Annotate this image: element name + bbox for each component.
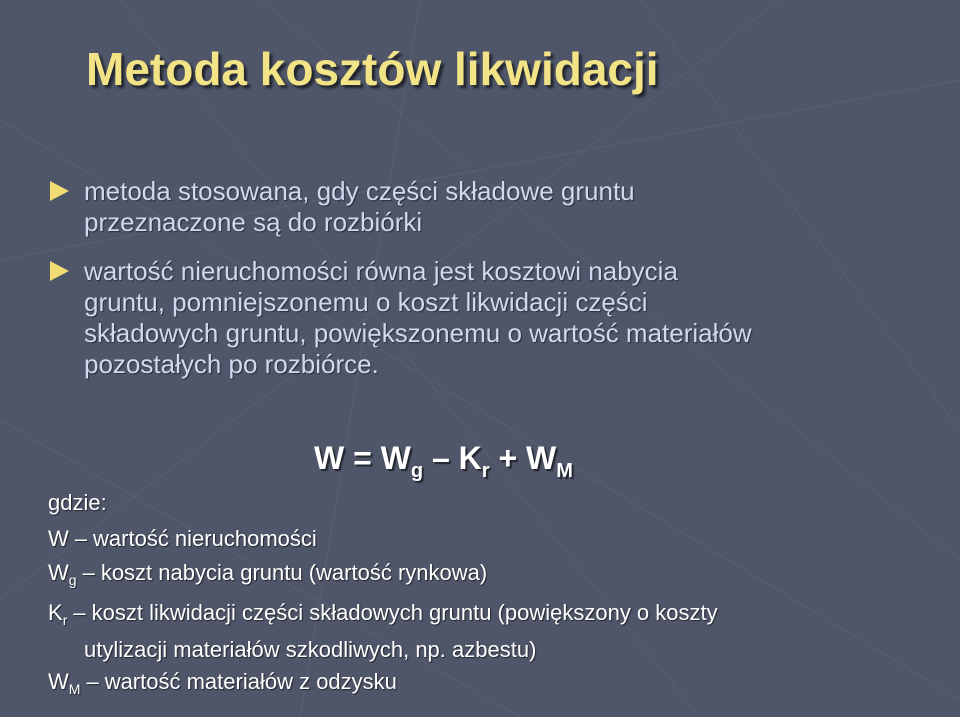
legend-dash: – <box>74 526 88 551</box>
bullet-line: składowych gruntu, powiększonemu o wartość materiałów <box>84 318 752 348</box>
triangle-bullet-icon <box>50 261 69 281</box>
bullet-line: wartość nieruchomości równa jest kosztowi nabycia <box>84 256 678 286</box>
legend-item <box>48 557 938 596</box>
legend-item <box>48 666 938 705</box>
bullet-item <box>46 176 926 238</box>
legend-symbol: W <box>48 560 69 585</box>
bullet-line: pozostałych po rozbiórce. <box>84 349 379 379</box>
formula-symbol: W <box>380 440 411 476</box>
legend-subscript: g <box>68 572 77 588</box>
legend-text: koszt nabycia gruntu (wartość rynkowa) <box>100 560 488 585</box>
legend-symbol: W <box>48 669 69 694</box>
formula-subscript: g <box>410 460 424 482</box>
formula-operator: – <box>431 440 450 476</box>
formula-symbol: W <box>314 440 345 476</box>
legend-text: koszt likwidacji części składowych gruntu (powiększony o koszty <box>91 600 718 625</box>
formula-symbol: W <box>526 440 557 476</box>
legend-subscript: r <box>62 612 68 628</box>
formula-operator: = <box>353 440 372 476</box>
legend-text: wartość nieruchomości <box>93 526 317 551</box>
legend-label: gdzie: <box>48 490 107 515</box>
legend-item <box>48 523 938 555</box>
bullet-list <box>46 176 926 380</box>
bullet-item <box>46 256 926 380</box>
formula <box>314 440 573 483</box>
legend-symbol: W <box>48 526 69 551</box>
legend-item <box>48 598 938 635</box>
legend-dash: – <box>86 669 99 694</box>
legend-item-continuation: utylizacji materiałów szkodliwych, np. azbestu) <box>84 637 537 662</box>
formula-symbol: K <box>458 440 482 476</box>
formula-subscript: r <box>481 460 490 482</box>
bullet-line: metoda stosowana, gdy części składowe gruntu <box>84 176 635 206</box>
legend <box>48 487 938 705</box>
legend-text: wartość materiałów z odzysku <box>104 669 397 694</box>
bullet-line: gruntu, pomniejszonemu o koszt likwidacji części <box>84 287 648 317</box>
legend-subscript: M <box>68 681 81 697</box>
legend-dash: – <box>73 600 86 625</box>
formula-subscript: M <box>556 460 573 482</box>
formula-operator: + <box>498 440 518 476</box>
triangle-bullet-icon <box>50 181 69 201</box>
legend-symbol: K <box>48 600 63 625</box>
slide-title: Metoda kosztów likwidacji <box>86 43 659 95</box>
legend-dash: – <box>82 560 95 585</box>
bullet-line: przeznaczone są do rozbiórki <box>84 207 423 237</box>
